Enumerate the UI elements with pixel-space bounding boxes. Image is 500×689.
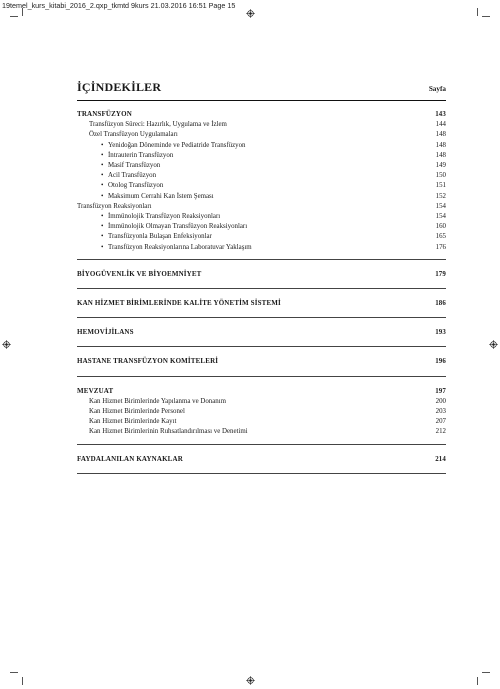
bullet-icon: • <box>101 243 104 251</box>
toc-entry[interactable] <box>77 232 446 242</box>
toc-section-heading[interactable] <box>77 356 446 367</box>
entry-page-number: 176 <box>435 243 446 251</box>
toc-entry[interactable] <box>77 141 446 151</box>
entry-page-number: 200 <box>435 397 446 405</box>
toc-entry[interactable] <box>77 212 446 222</box>
entry-page-number: 151 <box>435 182 446 190</box>
entry-text: Yenidoğan Döneminde ve Pediatride Transfüzyon <box>108 141 246 149</box>
toc-entry[interactable] <box>77 397 446 407</box>
entry-text: Transfüzyon Süreci: Hazırlık, Uygulama ve İzlem <box>89 121 227 129</box>
entry-text: Acil Transfüzyon <box>108 172 157 180</box>
print-slug: 19temel_kurs_kitabi_2016_2.qxp_tkmtd 9kurs 21.03.2016 16:51 Page 15 <box>2 1 236 10</box>
toc-section-heading[interactable] <box>77 454 446 465</box>
toc-section <box>77 109 446 260</box>
entry-title <box>77 181 163 191</box>
entry-text: Maksimum Cerrahi Kan İstem Şeması <box>108 192 214 200</box>
entry-page-number: 148 <box>435 141 446 149</box>
toc-section <box>77 445 446 474</box>
entry-title <box>77 243 252 253</box>
toc-section-heading[interactable] <box>77 386 446 397</box>
toc-section-heading[interactable] <box>77 298 446 309</box>
bullet-icon: • <box>101 141 104 149</box>
toc-section-heading[interactable] <box>77 109 446 120</box>
registration-mark-bottom-icon <box>246 676 255 685</box>
toc-section-heading[interactable] <box>77 327 446 338</box>
section-page-number: 214 <box>435 455 446 463</box>
entry-page-number: 149 <box>435 162 446 170</box>
toc-section <box>77 289 446 318</box>
section-title: BİYOGÜVENLİK VE BİYOEMNİYET <box>77 269 202 278</box>
crop-mark-bottom-right-v <box>477 677 478 685</box>
bullet-icon: • <box>101 213 104 221</box>
entry-title <box>77 192 214 202</box>
entry-page-number: 150 <box>435 172 446 180</box>
bullet-icon: • <box>101 151 104 159</box>
toc-entry[interactable] <box>77 222 446 232</box>
entry-page-number: 207 <box>435 418 446 426</box>
section-page-number: 196 <box>435 358 446 366</box>
entry-page-number: 160 <box>435 223 446 231</box>
registration-mark-left-icon <box>2 340 11 349</box>
toc-entry[interactable] <box>77 192 446 202</box>
entry-page-number: 154 <box>435 202 446 210</box>
entry-page-number: 144 <box>435 121 446 129</box>
crop-mark-top-right-v <box>477 8 478 16</box>
toc-section <box>77 318 446 347</box>
toc-entry[interactable] <box>77 151 446 161</box>
bullet-icon: • <box>101 182 104 190</box>
toc-entry[interactable] <box>77 181 446 191</box>
bullet-icon: • <box>101 223 104 231</box>
toc-entry[interactable] <box>77 407 446 417</box>
entry-text: İntrauterin Transfüzyon <box>108 151 174 159</box>
toc-section <box>77 260 446 289</box>
entry-title <box>77 397 226 407</box>
bullet-icon: • <box>101 172 104 180</box>
bullet-icon: • <box>101 162 104 170</box>
crop-mark-bottom-left <box>10 672 18 673</box>
entry-title <box>77 141 245 151</box>
entry-title <box>77 222 247 232</box>
entry-title <box>77 427 248 437</box>
entry-text: Masif Transfüzyon <box>108 162 161 170</box>
crop-mark-top-left <box>10 16 18 17</box>
page-title: İÇİNDEKİLER <box>77 80 162 94</box>
crop-mark-top-right <box>482 16 490 17</box>
section-title: TRANSFÜZYON <box>77 110 132 118</box>
entry-page-number: 165 <box>435 233 446 241</box>
toc-entry[interactable] <box>77 120 446 130</box>
entry-text: Transfüzyon Reaksiyonları <box>77 202 152 210</box>
toc-section-heading[interactable] <box>77 269 446 280</box>
entry-text: Kan Hizmet Birimlerinde Yapılanma ve Donanım <box>89 397 227 405</box>
entry-text: İmmünolojik Transfüzyon Reaksiyonları <box>108 213 221 221</box>
registration-mark-right-icon <box>489 340 498 349</box>
section-title: HEMOVİJİLANS <box>77 328 134 337</box>
entry-text: Kan Hizmet Birimlerinde Personel <box>89 408 185 416</box>
entry-title <box>77 161 160 171</box>
toc-entry[interactable] <box>77 202 446 212</box>
entry-page-number: 154 <box>435 213 446 221</box>
toc-entry[interactable] <box>77 130 446 140</box>
section-title: KAN HİZMET BİRİMLERİNDE KALİTE YÖNETİM SİSTEMİ <box>77 299 281 308</box>
section-page-number: 186 <box>435 300 446 308</box>
entry-page-number: 212 <box>435 428 446 436</box>
section-page-number: 143 <box>435 111 446 118</box>
crop-mark-bottom-right <box>482 672 490 673</box>
section-title: FAYDALANILAN KAYNAKLAR <box>77 454 183 463</box>
toc-entry[interactable] <box>77 171 446 181</box>
entry-page-number: 203 <box>435 408 446 416</box>
entry-text: Özel Transfüzyon Uygulamaları <box>89 131 178 139</box>
page-column-label: Sayfa <box>428 85 446 93</box>
table-of-contents <box>77 109 446 474</box>
toc-header <box>77 80 446 95</box>
bullet-icon: • <box>101 192 104 200</box>
section-page-number: 197 <box>435 387 446 395</box>
section-page-number: 179 <box>435 270 446 278</box>
entry-title <box>77 202 152 212</box>
entry-title <box>77 212 220 222</box>
toc-entry[interactable] <box>77 427 446 437</box>
toc-entry[interactable] <box>77 161 446 171</box>
toc-entry[interactable] <box>77 417 446 427</box>
entry-text: Transfüzyon Reaksiyonlarına Laboratuvar Yaklaşım <box>108 243 252 251</box>
entry-title <box>77 130 178 140</box>
entry-text: Kan Hizmet Birimlerinin Ruhsatlandırılması ve Denetimi <box>89 428 248 436</box>
toc-section <box>77 377 446 445</box>
entry-text: Kan Hizmet Birimlerinde Kayıt <box>89 418 177 426</box>
section-title: HASTANE TRANSFÜZYON KOMİTELERİ <box>77 357 219 366</box>
toc-section <box>77 347 446 376</box>
entry-page-number: 152 <box>435 192 446 200</box>
header-rule <box>77 100 446 101</box>
entry-title <box>77 417 176 427</box>
crop-mark-top-left-v <box>22 8 23 16</box>
entry-title <box>77 120 227 130</box>
section-title: MEVZUAT <box>77 386 114 395</box>
crop-mark-bottom-left-v <box>22 677 23 685</box>
section-page-number: 193 <box>435 329 446 337</box>
entry-title <box>77 232 212 242</box>
entry-text: Transfüzyonla Bulaşan Enfeksiyonlar <box>108 233 212 241</box>
entry-page-number: 148 <box>435 151 446 159</box>
entry-title <box>77 407 185 417</box>
entry-text: İmmünolojik Olmayan Transfüzyon Reaksiyonları <box>108 223 248 231</box>
entry-text: Otolog Transfüzyon <box>108 182 164 190</box>
entry-title <box>77 171 156 181</box>
bullet-icon: • <box>101 233 104 241</box>
registration-mark-top-icon <box>246 9 255 18</box>
entry-page-number: 148 <box>435 131 446 139</box>
entry-title <box>77 151 173 161</box>
toc-entry[interactable] <box>77 243 446 253</box>
